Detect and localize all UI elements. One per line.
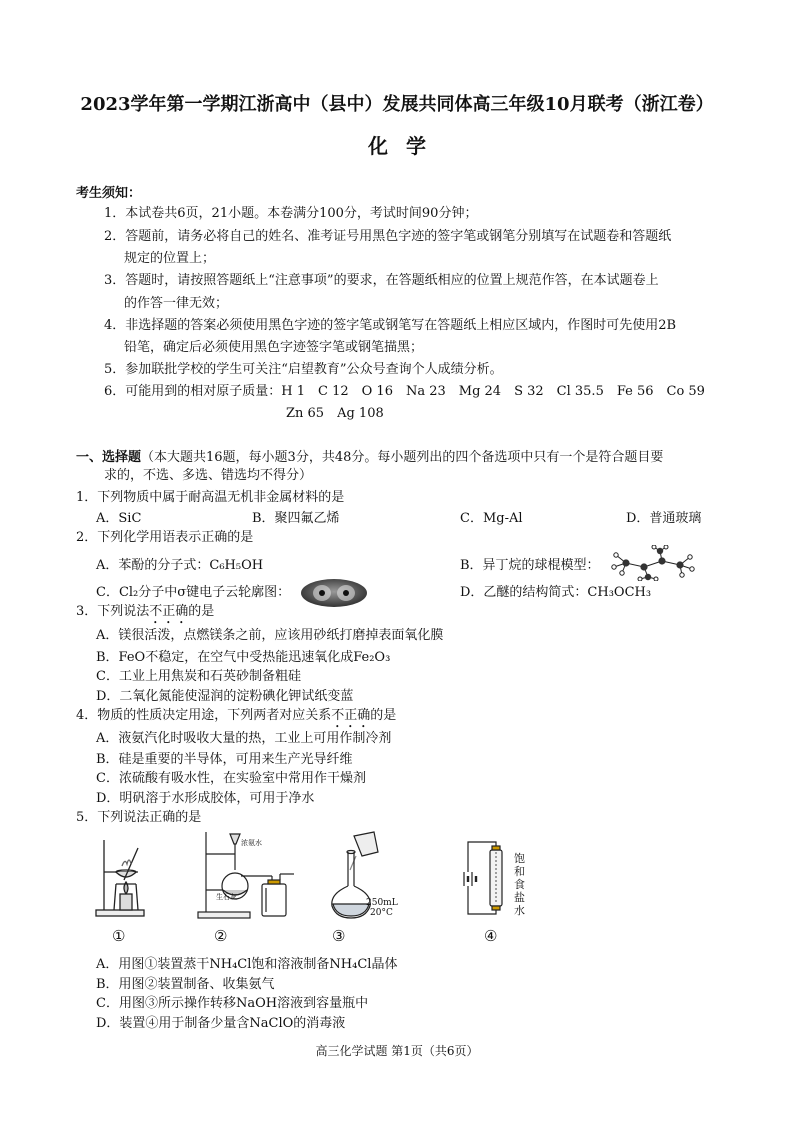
q3-stem [76,604,214,627]
notice-item-1: 1．本试卷共6页，21小题。本卷满分100分，考试时间90分钟； [104,206,478,221]
figure-4-solution-label [514,852,528,917]
q2-option-d: D．乙醚的结构简式：CH₃OCH₃ [460,585,652,600]
exam-title: 2023学年第一学期江浙高中（县中）发展共同体高三年级10月联考（浙江卷） [80,94,714,115]
q4-option-b: B．硅是重要的半导体，可用来生产光导纤维 [96,752,353,767]
section-desc-2: 求的，不选、多选、错选均不得分） [104,468,313,483]
figure-2-reagent-top: 浓氨水 [241,839,262,847]
notice-item-3-cont: 的作答一律无效； [124,296,229,311]
q2-option-b: B．异丁烷的球棍模型： [460,558,600,573]
notice-item-4: 4．非选择题的答案必须使用黑色字迹的签字笔或钢笔写在答题纸上相应区域内，作图时可先使用2B [104,318,677,333]
page-footer: 高三化学试题 第1页（共6页） [315,1044,479,1058]
q4-option-d: D．明矾溶于水形成胶体，可用于净水 [96,791,315,806]
q4-option-c: C．浓硫酸有吸水性，在实验室中常用作干燥剂 [96,771,366,786]
q2-option-a: A．苯酚的分子式：C₆H₅OH [96,558,264,573]
q3-stem-pre: 3．下列说法 [76,604,150,619]
notice-item-5: 5．参加联批学校的学生可关注“启望教育”公众号查询个人成绩分析。 [104,362,503,377]
isobutane-model-image [604,545,696,581]
notice-item-3: 3．答题时，请按照答题纸上“注意事项”的要求，在答题纸相应的位置上规范作答，在本试题卷上 [104,273,659,288]
section-heading [76,446,663,465]
q1-stem: 1．下列物质中属于耐高温无机非金属材料的是 [76,490,345,505]
subject-title: 化学 [368,134,444,158]
figure-1-evaporation [92,836,154,920]
figure-4-char-4: 盐 [514,891,525,904]
figure-1-label: ① [112,927,126,945]
figure-4-char-2: 和 [514,865,525,878]
notice-item-6-cont: Zn 65 Ag 108 [286,406,384,421]
figure-4-char-5: 水 [514,904,525,917]
figure-2-label: ② [214,927,228,945]
notice-heading: 考生须知： [76,186,142,201]
q5-option-a: A．用图①装置蒸干NH₄Cl饱和溶液制备NH₄Cl晶体 [96,957,398,972]
figure-4-char-3: 食 [514,878,525,891]
q5-option-c: C．用图③所示操作转移NaOH溶液到容量瓶中 [96,996,369,1011]
q5-stem: 5．下列说法正确的是 [76,810,202,825]
q1-option-c: C．Mg-Al [460,511,523,526]
q4-stem [76,708,396,731]
figure-4-electrolysis [456,832,514,924]
q1-option-a: A．SiC [96,511,142,526]
q3-option-c: C．工业上用焦炭和石英砂制备粗硅 [96,669,301,684]
q1-option-d: D．普通玻璃 [626,511,702,526]
section-desc-1: （本大题共16题，每小题3分，共48分。每小题列出的四个备选项中只有一个是符合题目要 [141,450,664,465]
q2-option-c: C．Cl₂分子中σ键电子云轮廓图： [96,585,291,600]
notice-item-2-cont: 规定的位置上； [124,251,216,266]
q3-option-a: A．镁很活泼，点燃镁条之前，应该用砂纸打磨掉表面氧化膜 [96,628,444,643]
figure-4-label: ④ [484,927,498,945]
figure-3-flask-volume: 250mL [366,898,398,908]
q4-option-a: A．液氨汽化时吸收大量的热，工业上可用作制冷剂 [96,731,392,746]
q2-stem: 2．下列化学用语表示正确的是 [76,530,254,545]
notice-item-4-cont: 铅笔，确定后必须使用黑色字迹签字笔或钢笔描黑； [124,340,424,355]
q3-option-b: B．FeO不稳定，在空气中受热能迅速氧化成Fe₂O₃ [96,650,391,665]
figure-3-temperature: 20°C [370,908,393,918]
q5-option-b: B．用图②装置制备、收集氨气 [96,977,275,992]
figure-4-char-1: 饱 [514,852,525,865]
q1-option-b: B．聚四氟乙烯 [252,511,340,526]
q5-option-d: D．装置④用于制备少量含NaClO的消毒液 [96,1016,346,1031]
notice-item-2: 2．答题前，请务必将自己的姓名、准考证号用黑色字迹的签字笔或钢笔分别填写在试题卷和答题纸 [104,229,672,244]
sigma-bond-cloud-image [300,578,368,608]
q3-stem-emphasis: 不正确 [149,604,189,619]
figure-3-label: ③ [332,927,346,945]
q4-stem-post: 的是 [370,708,397,723]
q3-stem-post: 的是 [188,604,215,619]
q4-stem-pre: 4．物质的性质决定用途，下列两者对应关系 [76,708,332,723]
notice-item-6: 6．可能用到的相对原子质量：H 1 C 12 O 16 Na 23 Mg 24 S 32 Cl 35.5 Fe 56 Co 59 [104,384,705,399]
figure-2-reagent-bottom: 生石灰 [216,893,237,901]
q4-stem-emphasis: 不正确 [331,708,371,723]
section-label: 一、选择题 [76,450,142,465]
q3-option-d: D．二氧化氮能使湿润的淀粉碘化钾试纸变蓝 [96,689,354,704]
